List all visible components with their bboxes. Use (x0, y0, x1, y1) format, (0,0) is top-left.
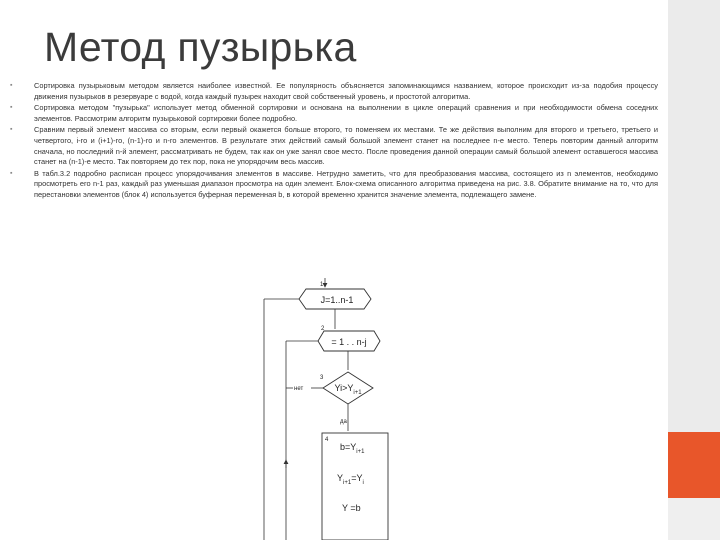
bullet-item (10, 81, 658, 102)
right-bar-gray (668, 0, 720, 432)
right-bar-accent (668, 432, 720, 498)
yes-label: да (340, 419, 347, 425)
bullet-item (10, 103, 658, 124)
bullet-dot-icon: ▪ (10, 169, 13, 177)
block2-number: 2 (321, 326, 325, 332)
block1-number: 1 (320, 282, 324, 288)
bullet-text: Сравним первый элемент массива со вторым, если первый окажется больше второго, то поменяем их местами. Те же действия выполним для второго и третьего, третьего и четвертого, i-го и (i+1)-го, (n-1)-го и n-го элементов. В результате этих действий самый большой элемент станет на последнее n-е место. Теперь повторим данный алгоритм сначала, но последний n-й элемент, рассматривать не будем, так как он уже занял свое место. После проведения данной операции самый большой элемент оставшегося массива станет на (n-1)-е место. Так повторяем до тех пор, пока не упорядочим весь массив. (34, 125, 658, 167)
bubble-sort-flowchart (262, 268, 392, 540)
block4-line2a-text: Y (337, 473, 344, 483)
block3-condition-sub: i+1 (353, 390, 362, 396)
block4-line2b-sub: i (362, 480, 364, 486)
bullet-item (10, 125, 658, 167)
block2-text: = 1 . . n-j (331, 337, 367, 347)
bullet-text: Сортировка методом "пузырька" использует метод обменной сортировки и основана на выполнении в цикле операций сравнения и при необходимости обмена соседних элементов. Рассмотрим алгоритм пузырьковой сортировки более подробно. (34, 103, 658, 123)
bullet-dot-icon: ▪ (10, 126, 13, 134)
bullet-item (10, 168, 658, 201)
block4-line1-sub: i+1 (356, 449, 365, 455)
no-label: нет (294, 386, 304, 392)
bullet-text: Сортировка пузырьковым методом является наиболее известной. Ее популярность объясняется запоминающимся названием, которое происходит из-за подобия процессу движения пузырьков в резервуаре с водой, когда каждый пузырек находит свой собственный уровень, и простотой алгоритма. (34, 81, 658, 101)
block4-line2a-sub: i+1 (343, 480, 352, 486)
bullet-dot-icon: ▪ (10, 82, 13, 89)
block4-number: 4 (325, 437, 329, 443)
right-bar-tail (668, 498, 720, 540)
block1-text: J=1..n-1 (320, 295, 354, 305)
right-decorative-bar (668, 0, 720, 540)
block3-number: 3 (320, 375, 324, 381)
block4-line3: Y =b (342, 503, 361, 513)
bullet-list (10, 81, 658, 202)
bullet-dot-icon: ▪ (10, 104, 13, 112)
block4-line2b-text: =Y (351, 473, 363, 483)
block3-condition-text: Yi>Y (334, 383, 354, 393)
slide-title: Метод пузырька (44, 24, 357, 70)
block4-line1-text: b=Y (340, 442, 357, 452)
bullet-text: В табл.3.2 подробно расписан процесс упорядочивания элементов в массиве. Нетрудно заметить, что для преобразования массива, состоящего из n элементов, необходимо просмотреть его n-1 раз, каждый раз уменьшая диапазон просмотра на один элемент. Блок-схема описанного алгоритма приведена на рис. 3.8. Обратите внимание на то, что для перестановки элементов (блок 4) используется буферная переменная b, в которой временно хранится значение элемента, подлежащего замене. (34, 168, 658, 199)
